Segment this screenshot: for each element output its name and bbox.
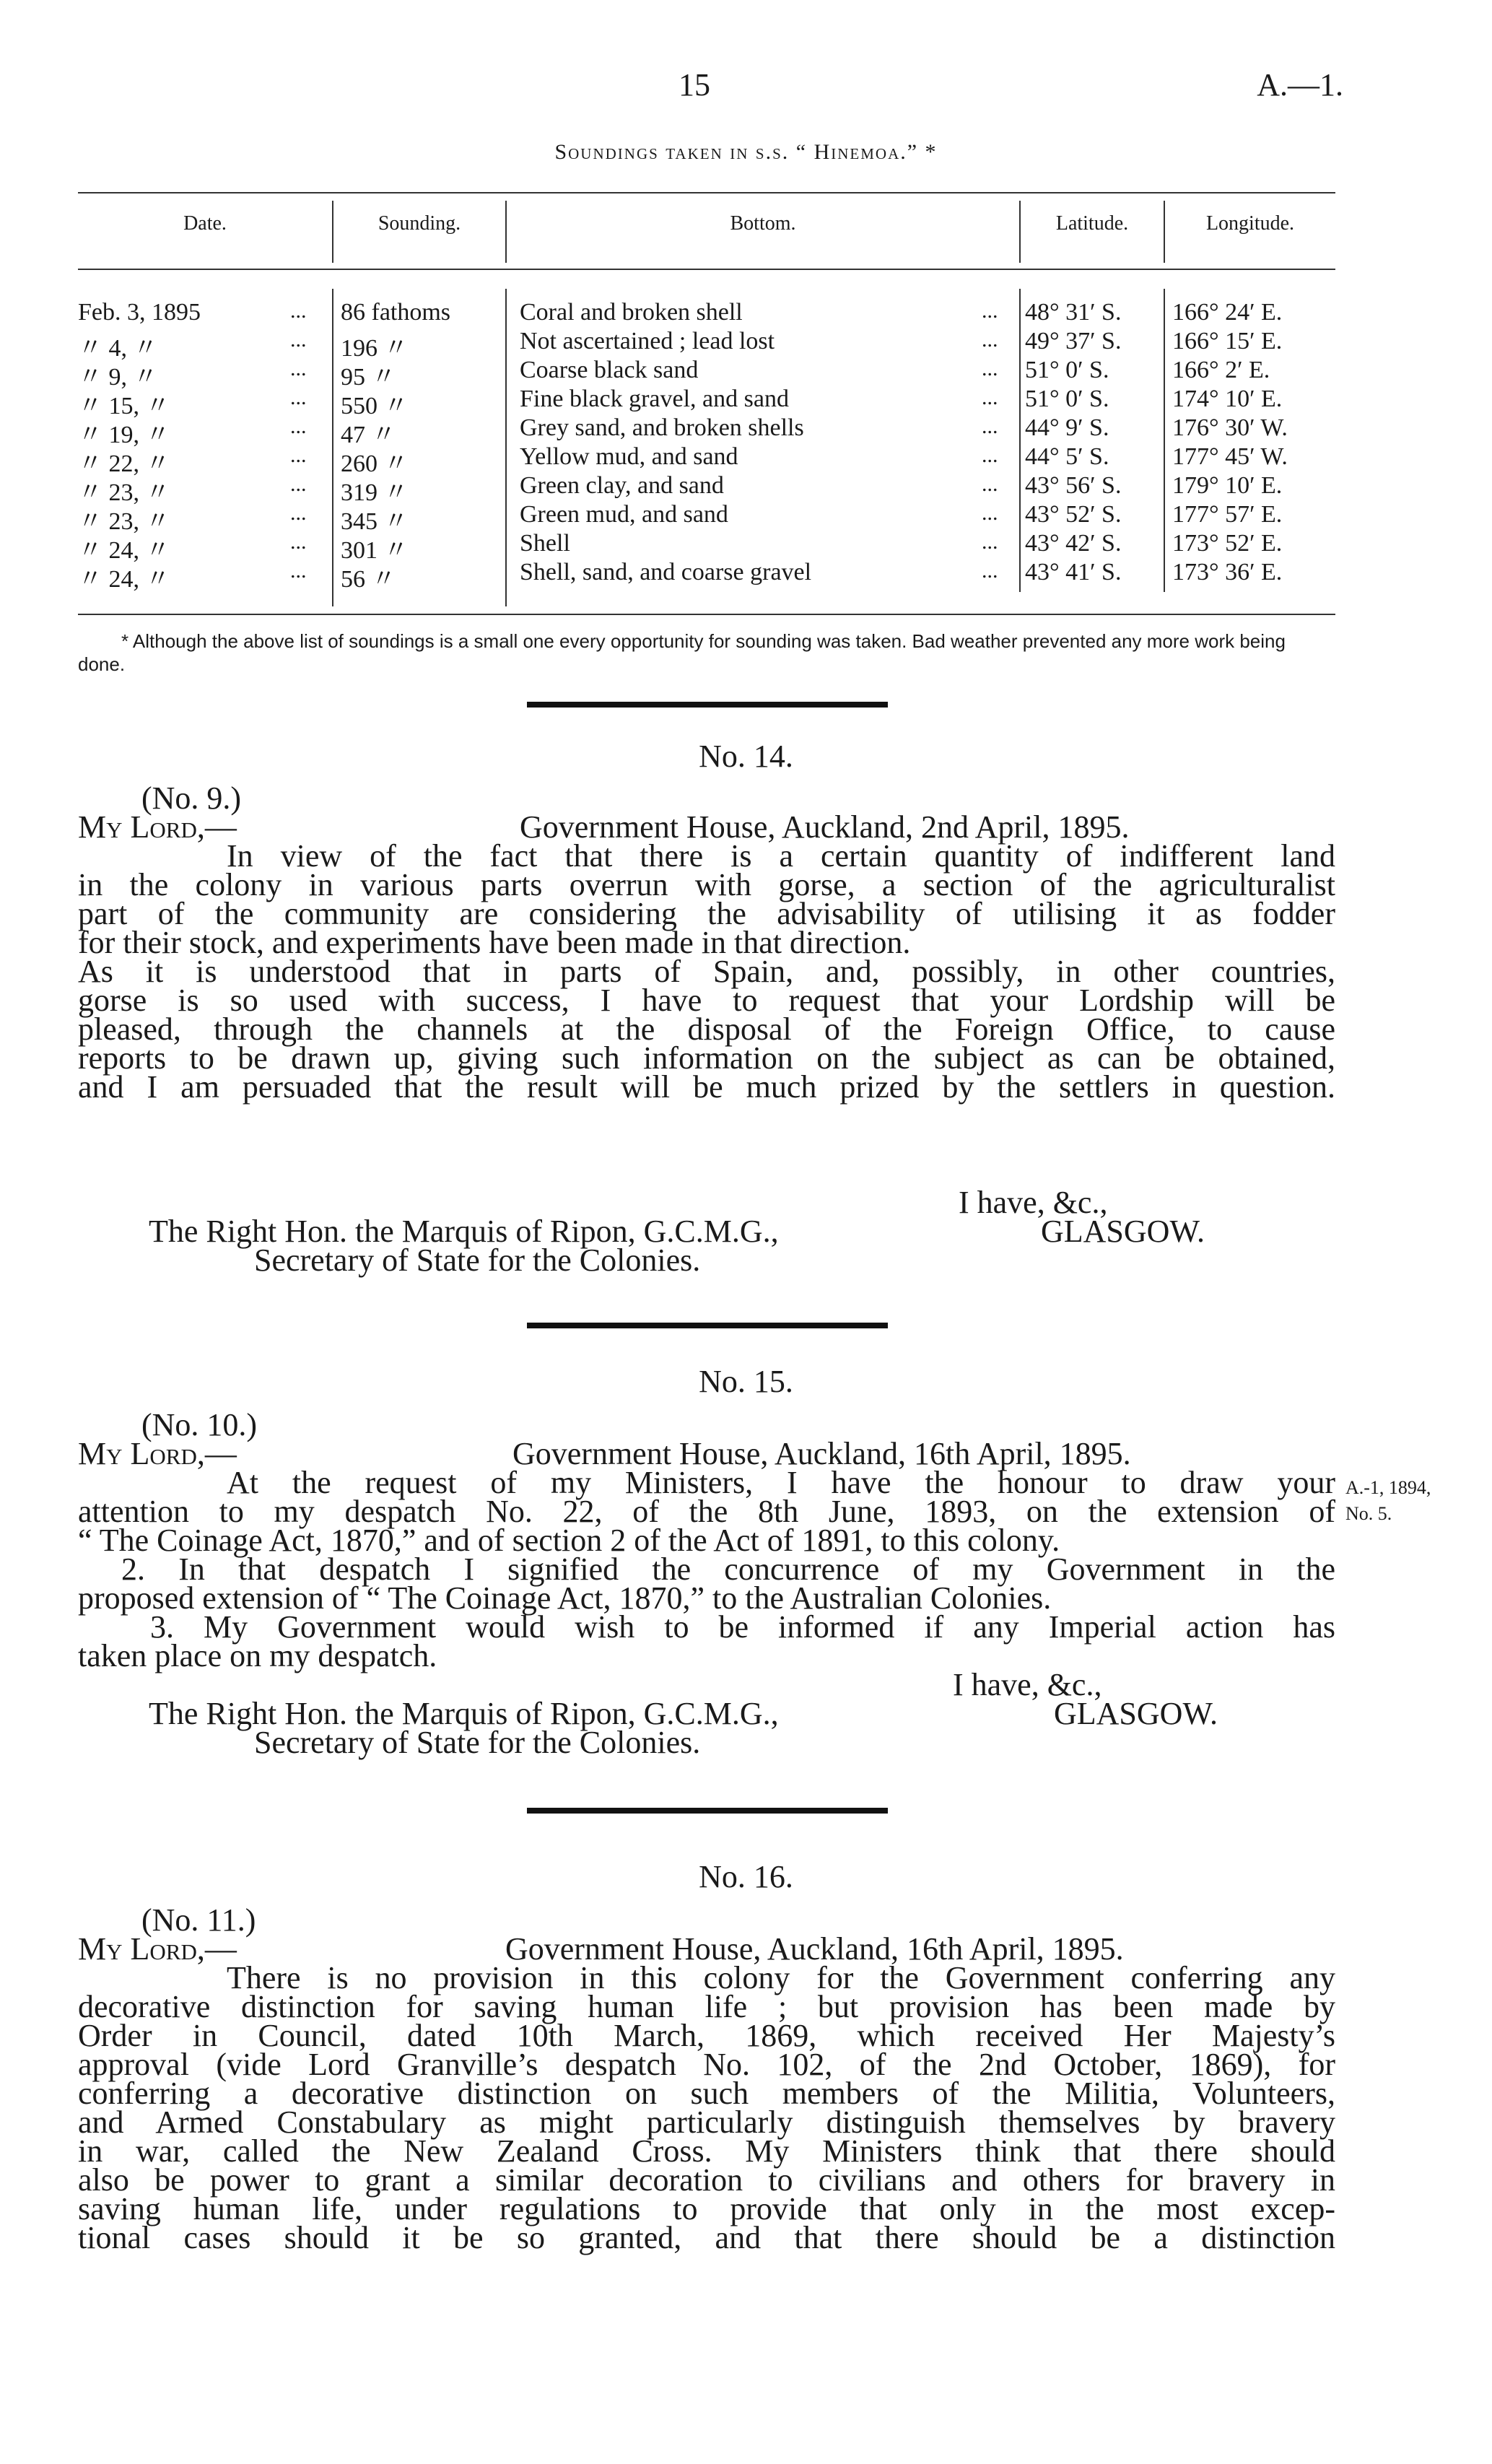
cell-date: 〃 19, 〃: [78, 422, 170, 448]
body-line: and I am persuaded that the result will be much prized by the settlers in question.: [78, 1069, 1335, 1105]
leader-dots: ...: [290, 443, 307, 467]
margin-note: A.-1, 1894,: [1345, 1477, 1431, 1498]
cell-sounding: 345 〃: [341, 508, 409, 535]
signature-15: GLASGOW.: [1054, 1696, 1218, 1731]
cell-bottom: Green clay, and sand: [520, 472, 724, 499]
salutation-16: My Lord,—: [78, 1931, 237, 1967]
body-line: pleased, through the channels at the disposal of the Foreign Office, to cause: [78, 1011, 1335, 1047]
cell-longitude: 176° 30′ W.: [1172, 414, 1288, 441]
salutation-15: My Lord,—: [78, 1436, 237, 1471]
cell-latitude: 51° 0′ S.: [1025, 386, 1109, 412]
cell-bottom: Grey sand, and broken shells: [520, 414, 804, 441]
cell-bottom: Yellow mud, and sand: [520, 443, 738, 470]
body-line: also be power to grant a similar decoration to civilians and others for bravery in: [78, 2162, 1335, 2198]
body-line: At the request of my Ministers, I have the honour to draw your: [227, 1465, 1335, 1500]
header-date: Date.: [183, 212, 227, 235]
leader-dots: ...: [290, 299, 307, 323]
cell-date: 〃 24, 〃: [78, 566, 170, 593]
cell-date: 〃 23, 〃: [78, 479, 170, 506]
cell-bottom: Green mud, and sand: [520, 501, 728, 528]
body-line: part of the community are considering the advisability of utilising it as fodder: [78, 896, 1335, 931]
letter-ref-14: (No. 9.): [141, 780, 242, 816]
body-line: gorse is so used with success, I have to request that your Lordship will be: [78, 983, 1335, 1018]
cell-latitude: 51° 0′ S.: [1025, 357, 1109, 383]
cell-date: 〃 9, 〃: [78, 364, 158, 391]
leader-dots: ...: [290, 328, 307, 352]
series-number: A.—1.: [1257, 67, 1343, 103]
cell-date: Feb. 3, 1895: [78, 299, 201, 326]
cell-longitude: 173° 36′ E.: [1172, 559, 1283, 585]
cell-latitude: 48° 31′ S.: [1025, 299, 1122, 326]
letter-ref-16: (No. 11.): [141, 1902, 256, 1938]
col-divider: [1019, 289, 1021, 592]
body-line: reports to be drawn up, giving such information on the subject as can be obtained,: [78, 1040, 1335, 1076]
leader-dots: ...: [982, 357, 998, 380]
leader-dots: ...: [290, 501, 307, 525]
page-number: 15: [679, 67, 710, 103]
table-footnote: * Although the above list of soundings is a small one every opportunity for sounding was taken. Bad weather prevented any more work being done.: [78, 630, 1286, 675]
col-divider: [505, 289, 507, 606]
leader-dots: ...: [290, 472, 307, 496]
addressee-title-14: Secretary of State for the Colonies.: [254, 1242, 701, 1278]
cell-date: 〃 4, 〃: [78, 335, 158, 362]
cell-bottom: Shell: [520, 530, 570, 557]
cell-sounding: 95 〃: [341, 364, 396, 391]
cell-bottom: Shell, sand, and coarse gravel: [520, 559, 812, 585]
leader-dots: ...: [290, 386, 307, 409]
cell-longitude: 177° 45′ W.: [1172, 443, 1288, 470]
cell-bottom: Not ascertained ; lead lost: [520, 328, 775, 354]
place-date-16: Government House, Auckland, 16th April, 1895.: [505, 1931, 1124, 1967]
cell-sounding: 86 fathoms: [341, 299, 451, 326]
leader-dots: ...: [290, 357, 307, 380]
cell-date: 〃 22, 〃: [78, 450, 170, 477]
cell-latitude: 43° 52′ S.: [1025, 501, 1122, 528]
leader-dots: ...: [982, 414, 998, 438]
section-divider: [527, 1808, 888, 1814]
cell-sounding: 47 〃: [341, 422, 396, 448]
body-line: “ The Coinage Act, 1870,” and of section 2 of the Act of 1891, to this colony.: [78, 1523, 1060, 1558]
leader-dots: ...: [982, 299, 998, 323]
cell-longitude: 177° 57′ E.: [1172, 501, 1283, 528]
salutation-14: My Lord,—: [78, 809, 237, 845]
body-line: tional cases should it be so granted, and that there should be a distinction: [78, 2220, 1335, 2255]
closing-14: I have, &c.,: [959, 1185, 1108, 1220]
cell-latitude: 44° 5′ S.: [1025, 443, 1109, 470]
letter-ref-15: (No. 10.): [141, 1407, 258, 1442]
cell-latitude: 43° 42′ S.: [1025, 530, 1122, 557]
cell-longitude: 166° 15′ E.: [1172, 328, 1283, 354]
letter-heading-16: No. 16.: [699, 1859, 793, 1894]
addressee-15: The Right Hon. the Marquis of Ripon, G.C.M.G.,: [149, 1696, 779, 1731]
cell-bottom: Fine black gravel, and sand: [520, 386, 789, 412]
leader-dots: ...: [982, 530, 998, 554]
cell-date: 〃 15, 〃: [78, 393, 170, 419]
leader-dots: ...: [982, 443, 998, 467]
cell-bottom: Coarse black sand: [520, 357, 699, 383]
cell-sounding: 301 〃: [341, 537, 409, 564]
body-line: taken place on my despatch.: [78, 1638, 437, 1673]
cell-longitude: 173° 52′ E.: [1172, 530, 1283, 557]
cell-sounding: 550 〃: [341, 393, 409, 419]
cell-sounding: 196 〃: [341, 335, 409, 362]
cell-date: 〃 24, 〃: [78, 537, 170, 564]
table-bottom-rule: [78, 614, 1335, 615]
body-line: conferring a decorative distinction on such members of the Militia, Volunteers,: [78, 2076, 1335, 2111]
leader-dots: ...: [982, 328, 998, 352]
cell-longitude: 174° 10′ E.: [1172, 386, 1283, 412]
body-line: 2. In that despatch I signified the concurrence of my Government in the: [121, 1551, 1335, 1587]
header-latitude: Latitude.: [1055, 212, 1129, 235]
addressee-14: The Right Hon. the Marquis of Ripon, G.C.M.G.,: [149, 1214, 779, 1249]
letter-heading-15: No. 15.: [699, 1364, 793, 1399]
leader-dots: ...: [290, 414, 307, 438]
body-line: for their stock, and experiments have been made in that direction.: [78, 925, 911, 960]
body-line: As it is understood that in parts of Spain, and, possibly, in other countries,: [78, 954, 1335, 989]
body-line: in the colony in various parts overrun with gorse, a section of the agriculturalist: [78, 867, 1335, 902]
body-line: In view of the fact that there is a certain quantity of indifferent land: [227, 838, 1335, 874]
margin-note: No. 5.: [1345, 1503, 1392, 1524]
table-header-rule: [78, 269, 1335, 270]
cell-latitude: 43° 56′ S.: [1025, 472, 1122, 499]
cell-longitude: 179° 10′ E.: [1172, 472, 1283, 499]
body-line: in war, called the New Zealand Cross. My Ministers think that there should: [78, 2133, 1335, 2169]
body-line: There is no provision in this colony for the Government conferring any: [227, 1960, 1335, 1995]
closing-15: I have, &c.,: [953, 1667, 1102, 1702]
body-line: saving human life, under regulations to provide that only in the most excep-: [78, 2191, 1335, 2226]
place-date-14: Government House, Auckland, 2nd April, 1895.: [520, 809, 1130, 845]
body-line: Order in Council, dated 10th March, 1869, which received Her Majesty’s: [78, 2018, 1335, 2053]
body-line: and Armed Constabulary as might particularly distinguish themselves by bravery: [78, 2104, 1335, 2140]
leader-dots: ...: [290, 559, 307, 583]
header-sounding: Sounding.: [378, 212, 461, 235]
section-divider: [527, 1323, 888, 1328]
cell-latitude: 49° 37′ S.: [1025, 328, 1122, 354]
table-caption: Soundings taken in s.s. “ Hinemoa.” *: [554, 140, 938, 164]
signature-14: GLASGOW.: [1041, 1214, 1205, 1249]
leader-dots: ...: [982, 386, 998, 409]
cell-latitude: 44° 9′ S.: [1025, 414, 1109, 441]
letter-heading-14: No. 14.: [699, 739, 793, 774]
body-line: proposed extension of “ The Coinage Act, 1870,” to the Australian Colonies.: [78, 1580, 1052, 1616]
leader-dots: ...: [982, 472, 998, 496]
cell-sounding: 56 〃: [341, 566, 396, 593]
leader-dots: ...: [982, 501, 998, 525]
cell-longitude: 166° 2′ E.: [1172, 357, 1270, 383]
header-longitude: Longitude.: [1205, 212, 1295, 235]
leader-dots: ...: [982, 559, 998, 583]
leader-dots: ...: [290, 530, 307, 554]
cell-date: 〃 23, 〃: [78, 508, 170, 535]
body-line: 3. My Government would wish to be informed if any Imperial action has: [150, 1609, 1335, 1645]
body-line: decorative distinction for saving human life ; but provision has been made by: [78, 1989, 1335, 2024]
body-line: approval (vide Lord Granville’s despatch No. 102, of the 2nd October, 1869), for: [78, 2047, 1335, 2082]
header-bottom: Bottom.: [730, 212, 796, 235]
cell-latitude: 43° 41′ S.: [1025, 559, 1122, 585]
place-date-15: Government House, Auckland, 16th April, 1895.: [512, 1436, 1131, 1471]
section-divider: [527, 702, 888, 708]
addressee-title-15: Secretary of State for the Colonies.: [254, 1725, 701, 1760]
cell-bottom: Coral and broken shell: [520, 299, 743, 326]
col-divider: [1164, 289, 1165, 592]
col-divider: [332, 289, 333, 606]
cell-sounding: 319 〃: [341, 479, 409, 506]
cell-longitude: 166° 24′ E.: [1172, 299, 1283, 326]
table-top-rule: [78, 192, 1335, 193]
body-line: attention to my despatch No. 22, of the 8th June, 1893, on the extension of: [78, 1494, 1335, 1529]
cell-sounding: 260 〃: [341, 450, 409, 477]
